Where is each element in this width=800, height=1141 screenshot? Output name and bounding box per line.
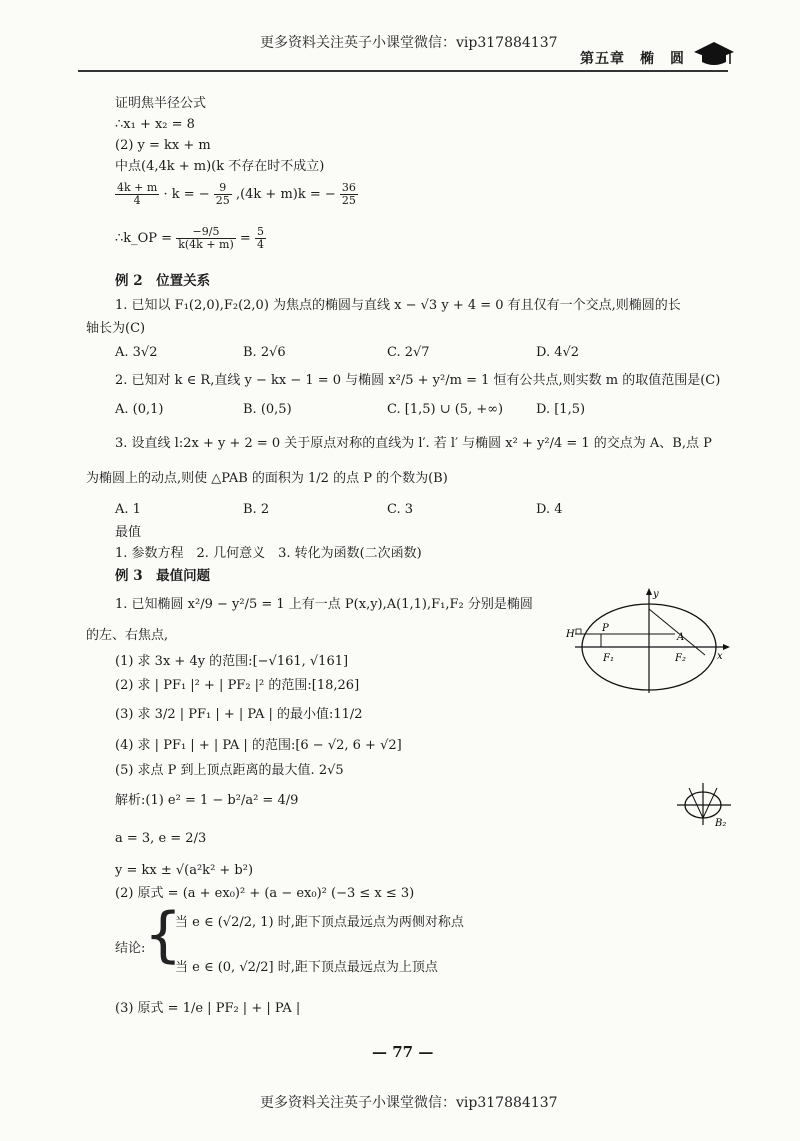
solution-line: a = 3, e = 2/3	[115, 831, 207, 846]
option: D. [1,5)	[536, 402, 586, 417]
example-3-title: 例 3 最值问题	[115, 568, 211, 584]
option: A. 3√2	[115, 345, 158, 360]
option: B. 2	[243, 502, 270, 517]
text-line: 中点(4,4k + m)(k 不存在时不成立)	[115, 159, 325, 174]
label-B2: B₂	[715, 818, 727, 829]
label-x: x	[717, 651, 723, 662]
label-y: y	[653, 589, 659, 600]
x-axis-arrow	[723, 644, 730, 650]
text-line: ∴x₁ + x₂ = 8	[115, 117, 195, 132]
question-text: 2. 已知对 k ∈ R,直线 y − kx − 1 = 0 与椭圆 x²/5 + y²/m = 1 恒有公共点,则实数 m 的取值范围是(C)	[115, 373, 721, 388]
example-2-title: 例 2 位置关系	[115, 273, 211, 289]
option: C. 2√7	[387, 345, 430, 360]
label-H: H	[566, 629, 575, 640]
solution-line: y = kx ± √(a²k² + b²)	[115, 863, 254, 878]
text-line: 证明焦半径公式	[115, 96, 207, 111]
solution-line: 解析:(1) e² = 1 − b²/a² = 4/9	[115, 793, 299, 808]
question-text: 为椭圆上的动点,则使 △PAB 的面积为 1/2 的点 P 的个数为(B)	[86, 471, 448, 486]
right-angle-mark	[576, 629, 581, 634]
conclusion-line: 当 e ∈ (√2/2, 1) 时,距下顶点最远点为两侧对称点	[175, 915, 464, 930]
text-line: (2) y = kx + m	[115, 138, 211, 153]
small-ellipse-figure	[675, 780, 750, 835]
formula-line: ∴k_OP = $\frac{-9/5}{k(4k + m)}$ = $\frac{5}{4}$	[115, 225, 264, 251]
sub-question: (4) 求 | PF₁ | + | PA | 的范围:[6 − √2, 6 + √2]	[115, 738, 402, 753]
y-axis-arrow	[646, 588, 652, 595]
solution-line: (2) 原式 = (a + ex₀)² + (a − ex₀)² (−3 ≤ x ≤ 3)	[115, 886, 415, 901]
label-F1: F₁	[603, 653, 614, 664]
label-A: A	[677, 632, 685, 643]
option: B. 2√6	[243, 345, 286, 360]
ellipse-figure	[565, 585, 735, 700]
question-text: 1. 已知以 F₁(2,0),F₂(2,0) 为焦点的椭圆与直线 x − √3 y + 4 = 0 有且仅有一个交点,则椭圆的长	[115, 298, 681, 313]
chapter-label: 第五章 椭 圆	[580, 51, 685, 67]
sub-question: (3) 求 3/2 | PF₁ | + | PA | 的最小值:11/2	[115, 707, 363, 722]
left-brace: {	[144, 900, 183, 970]
page-number: — 77 —	[372, 1043, 434, 1061]
question-text: 1. 已知椭圆 x²/9 − y²/5 = 1 上有一点 P(x,y),A(1,1),F₁,F₂ 分别是椭圆	[115, 597, 533, 612]
option: C. [1,5) ∪ (5, +∞)	[387, 402, 504, 417]
question-text: 的左、右焦点,	[86, 628, 169, 643]
label-F2: F₂	[675, 653, 686, 664]
header-rule	[78, 70, 728, 72]
watermark-bottom: 更多资料关注英子小课堂微信：vip317884137	[260, 1095, 558, 1111]
option: D. 4	[536, 502, 563, 517]
graduation-cap-icon	[690, 38, 738, 68]
watermark-top: 更多资料关注英子小课堂微信：vip317884137	[260, 35, 558, 51]
label-P: P	[602, 623, 609, 634]
question-text: 轴长为(C)	[86, 321, 146, 336]
conclusion-line: 当 e ∈ (0, √2/2] 时,距下顶点最远点为上顶点	[175, 960, 438, 975]
solution-line: (3) 原式 = 1/e | PF₂ | + | PA |	[115, 1001, 301, 1016]
question-text: 3. 设直线 l:2x + y + 2 = 0 关于原点对称的直线为 l′. 若 l′ 与椭圆 x² + y²/4 = 1 的交点为 A、B,点 P	[115, 436, 712, 451]
conclusion-label: 结论:	[115, 941, 146, 956]
option: A. 1	[115, 502, 141, 517]
sub-question: (2) 求 | PF₁ |² + | PF₂ |² 的范围:[18,26]	[115, 678, 360, 693]
option: C. 3	[387, 502, 414, 517]
option: A. (0,1)	[115, 402, 164, 417]
option: B. (0,5)	[243, 402, 292, 417]
option: D. 4√2	[536, 345, 580, 360]
text-line: 1. 参数方程 2. 几何意义 3. 转化为函数(二次函数)	[115, 546, 422, 561]
sub-question: (1) 求 3x + 4y 的范围:[−√161, √161]	[115, 654, 349, 669]
formula-line: $\frac{4k + m}{4}$ · k = − $\frac{9}{25}$ ,(4k + m)k = − $\frac{36}{25}$	[117, 181, 356, 207]
section-title: 最值	[115, 525, 142, 540]
sub-question: (5) 求点 P 到上顶点距离的最大值. 2√5	[115, 763, 344, 778]
